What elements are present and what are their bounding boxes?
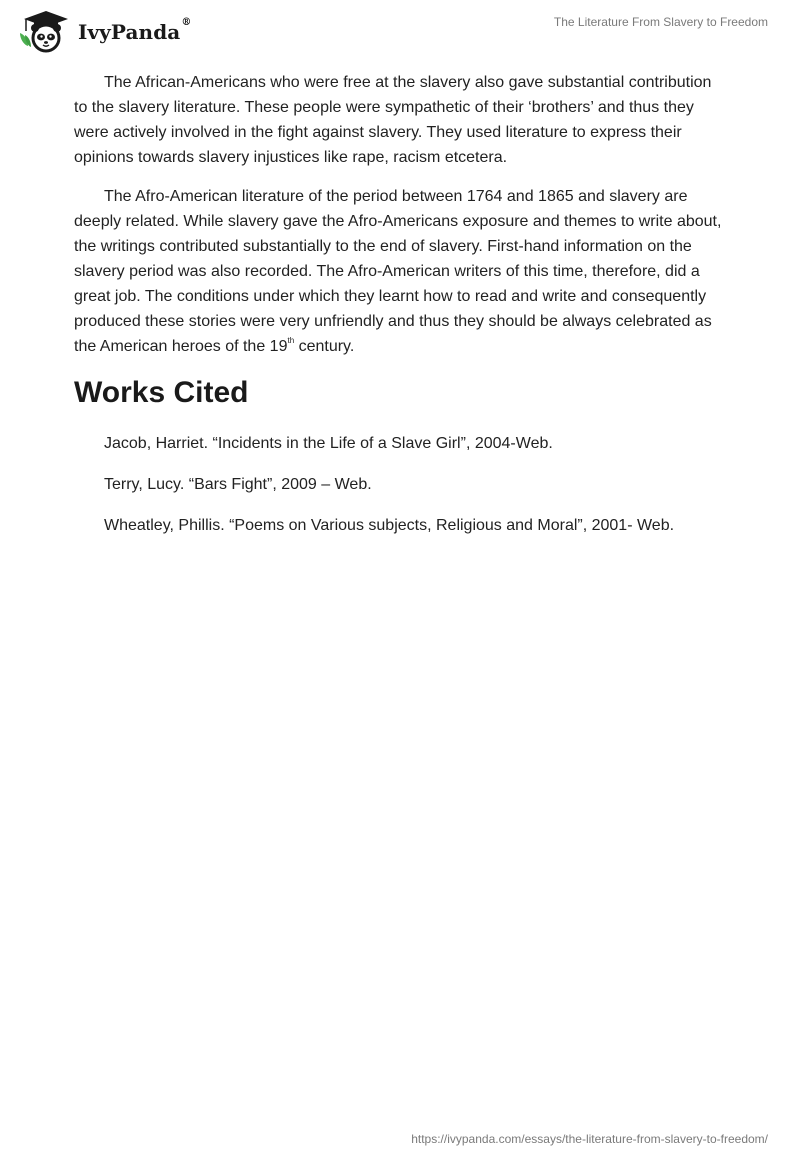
logo-wordmark: IvyPanda®	[78, 17, 192, 44]
paragraph-2-text: The Afro-American literature of the period between 1764 and 1865 and slavery are deeply related. While slavery gave the Afro-Americans exposure and themes to write about, the writings contributed substantially to the end of slavery. First-hand information on the slavery period was also recorded. The Afro-American writers of this time, therefore, did a great job. The conditions under which they learnt how to read and write and consequently produced these stories were very unfriendly and thus they should be always celebrated as the American heroes of the 19	[74, 188, 722, 355]
paragraph-2-end: century.	[294, 338, 355, 355]
body-paragraph-1: The African-Americans who were free at the slavery also gave substantial contribution to the slavery literature. These people were sympathetic of their ‘brothers’ and thus they were actively involved in the fight against slavery. They used literature to express their opinions towards slavery injustices like rape, racism etcetera.	[74, 74, 712, 166]
citation-entry: Wheatley, Phillis. “Poems on Various subjects, Religious and Moral”, 2001- Web.	[104, 517, 675, 534]
citation-entry: Terry, Lucy. “Bars Fight”, 2009 – Web.	[104, 476, 372, 493]
citation-entry: Jacob, Harriet. “Incidents in the Life of a Slave Girl”, 2004-Web.	[104, 435, 553, 452]
essay-content	[74, 70, 724, 554]
works-cited-heading: Works Cited	[74, 376, 249, 409]
registered-mark: ®	[181, 17, 192, 28]
ordinal-suffix: th	[287, 335, 295, 345]
footer-url-link[interactable]: https://ivypanda.com/essays/the-literature-from-slavery-to-freedom/	[411, 1132, 768, 1146]
body-paragraph-2	[74, 184, 724, 359]
page-header	[0, 0, 800, 60]
ivypanda-logo[interactable]	[16, 9, 191, 53]
document-title: The Literature From Slavery to Freedom	[553, 15, 768, 29]
panda-graduate-icon	[16, 9, 72, 53]
